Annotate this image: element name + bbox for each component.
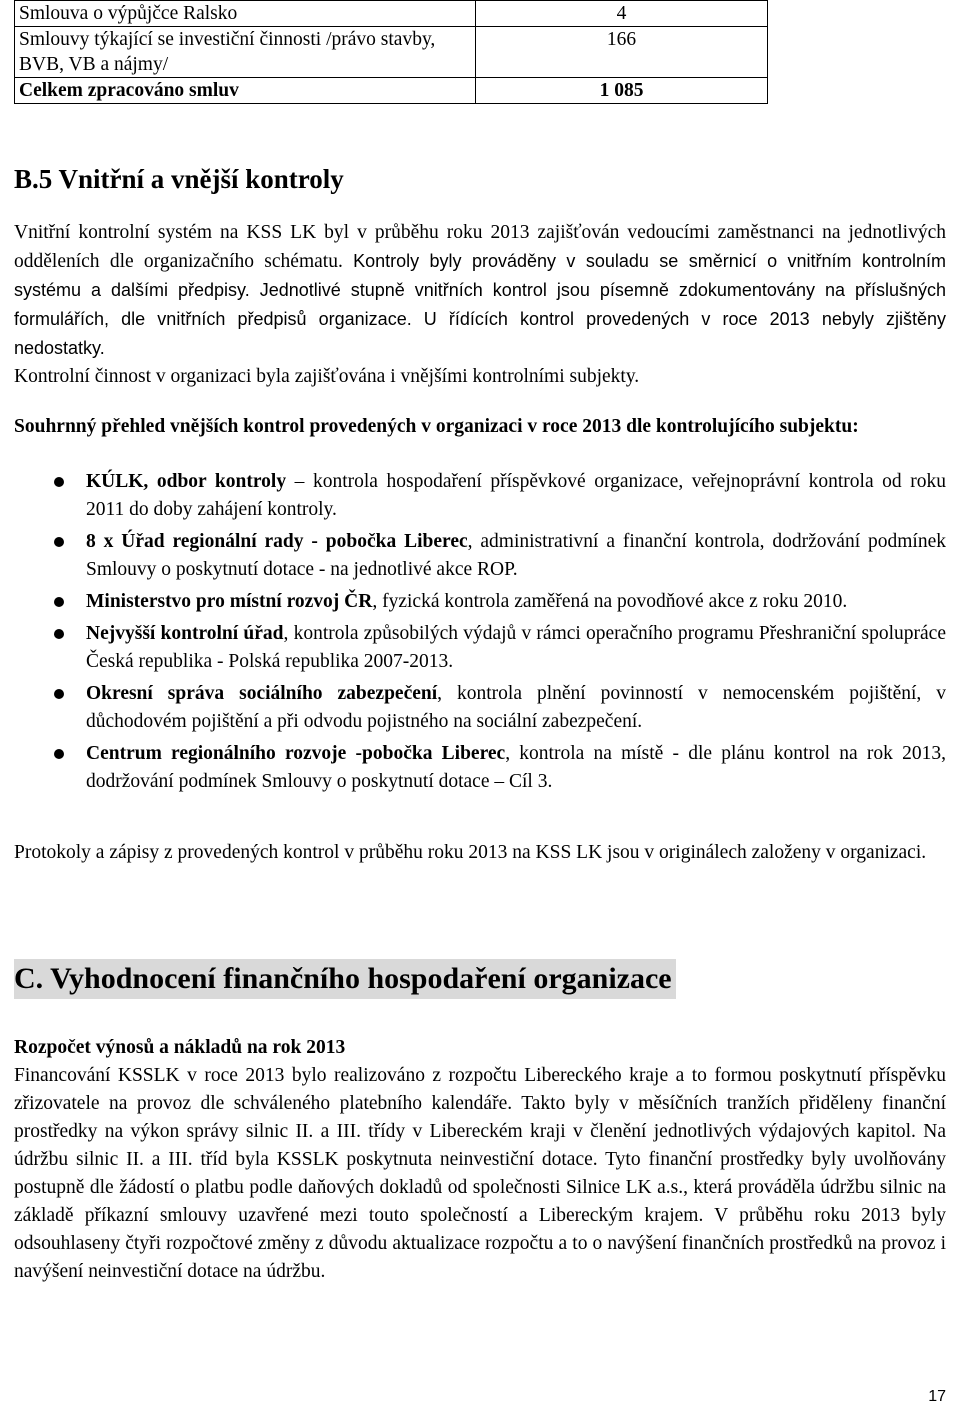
table-cell-label: Smlouva o výpůjčce Ralsko <box>15 1 476 27</box>
list-item <box>14 620 946 676</box>
control-text: , kontrola plnění povinností v nemocenském pojištění, v důchodovém pojištění a při odvodu pojistného na sociální zabezpečení. <box>86 683 946 732</box>
control-text: – kontrola hospodaření příspěvkové organizace, veřejnoprávní kontrola od roku 2011 do doby zahájení kontroly. <box>86 471 946 520</box>
control-subject: Okresní správa sociálního zabezpečení <box>86 683 438 704</box>
table-cell-value: 166 <box>476 27 768 78</box>
paragraph-text: Kontrolní činnost v organizaci byla zajišťována i vnějšími kontrolními subjekty. <box>14 366 640 387</box>
table-cell-label: Celkem zpracováno smluv <box>15 78 476 104</box>
bullet-icon <box>54 537 64 547</box>
paragraph-text: U řídících kontrol provedených v roce 2013 nebyly zjištěny nedostatky. <box>14 309 947 358</box>
page-number: 17 <box>928 1388 946 1405</box>
closing-paragraph: Protokoly a zápisy z provedených kontrol v průběhu roku 2013 na KSS LK jsou v originálech založeny v organizaci. <box>14 842 927 863</box>
list-item <box>14 740 946 796</box>
control-subject: KÚLK, odbor kontroly <box>86 471 287 492</box>
bullet-icon <box>54 477 64 487</box>
control-text: , kontrola na místě - dle plánu kontrol na rok 2013, dodržování podmínek Smlouvy o poskytnutí dotace – Cíl 3. <box>86 743 946 792</box>
bullet-icon <box>54 749 64 759</box>
table-row-total <box>15 78 768 104</box>
paragraph-text: Vnitřní kontrolní systém na KSS LK byl v průběhu roku 2013 zajišťován vedoucími zaměstnanci na jednotlivých odděleních dle organizačního schématu. <box>14 222 946 272</box>
budget-paragraph: Financování KSSLK v roce 2013 bylo realizováno z rozpočtu Libereckého kraje a to formou poskytnutí příspěvku zřizovatele na provoz dle schváleného platebního kalendáře. Takto byly v měsíčních tranžích přiděleny finanční prostředky na výkon správy silnic II. a III. třídy v Libereckém kraji v členění jednotlivých výdajových kapitol. Na údržbu silnic II. a III. tříd byla KSSLK poskytnuta neinvestiční dotace. Tyto finanční prostředky byly uvolňovány postupně dle žádostí o platbu podle daňových dokladů od společnosti Silnice LK a.s., která prováděla údržbu silnic na základě příkazní smlouvy uzavřené mezi touto společností a Libereckým krajem. V průběhu roku 2013 byly odsouhlaseny čtyři rozpočtové změny z důvodu aktualizace rozpočtu a to o navýšení finančních prostředků na provoz i navýšení neinvestiční dotace na údržbu. <box>14 1065 946 1282</box>
list-item <box>14 528 946 584</box>
control-subject: 8 x Úřad regionální rady - pobočka Liberec <box>86 531 468 552</box>
summary-heading: Souhrnný přehled vnějších kontrol provedených v organizaci v roce 2013 dle kontrolujícího subjektu: <box>14 416 859 437</box>
paragraph-text: Kontroly byly prováděny v souladu se směrnicí o vnitřním kontrolním systému a dalšími předpisy. Jednotlivé stupně vnitřních kontrol jsou písemně zdokumentovány na příslušných formulářích, dle vnitřních předpisů organizace. <box>14 251 946 329</box>
section-c-title: C. Vyhodnocení finančního hospodaření organizace <box>14 959 676 999</box>
control-text: , administrativní a finanční kontrola, dodržování podmínek Smlouvy o poskytnutí dotace - na jednotlivé akce ROP. <box>86 531 946 580</box>
bullet-icon <box>54 689 64 699</box>
bullet-icon <box>54 597 64 607</box>
internal-control-paragraph <box>14 219 946 391</box>
control-text: , kontrola způsobilých výdajů v rámci operačního programu Přeshraniční spolupráce Česká republika - Polská republika 2007-2013. <box>86 623 946 672</box>
budget-subheading: Rozpočet výnosů a nákladů na rok 2013 <box>14 1037 346 1058</box>
list-item <box>14 588 946 616</box>
table-cell-value: 1 085 <box>476 78 768 104</box>
control-text: , fyzická kontrola zaměřená na povodňové akce z roku 2010. <box>372 591 848 612</box>
bullet-icon <box>54 629 64 639</box>
control-subject: Nejvyšší kontrolní úřad <box>86 623 284 644</box>
control-subject: Ministerstvo pro místní rozvoj ČR <box>86 591 373 612</box>
external-controls-list <box>14 468 946 800</box>
contracts-table <box>14 0 768 104</box>
list-item <box>14 680 946 736</box>
list-item <box>14 468 946 524</box>
table-cell-label: Smlouvy týkající se investiční činnosti /právo stavby, BVB, VB a nájmy/ <box>15 27 476 78</box>
control-subject: Centrum regionálního rozvoje -pobočka Liberec <box>86 743 506 764</box>
section-b5-title: B.5 Vnitřní a vnější kontroly <box>14 164 344 194</box>
table-row <box>15 27 768 78</box>
table-cell-value: 4 <box>476 1 768 27</box>
table-row <box>15 1 768 27</box>
